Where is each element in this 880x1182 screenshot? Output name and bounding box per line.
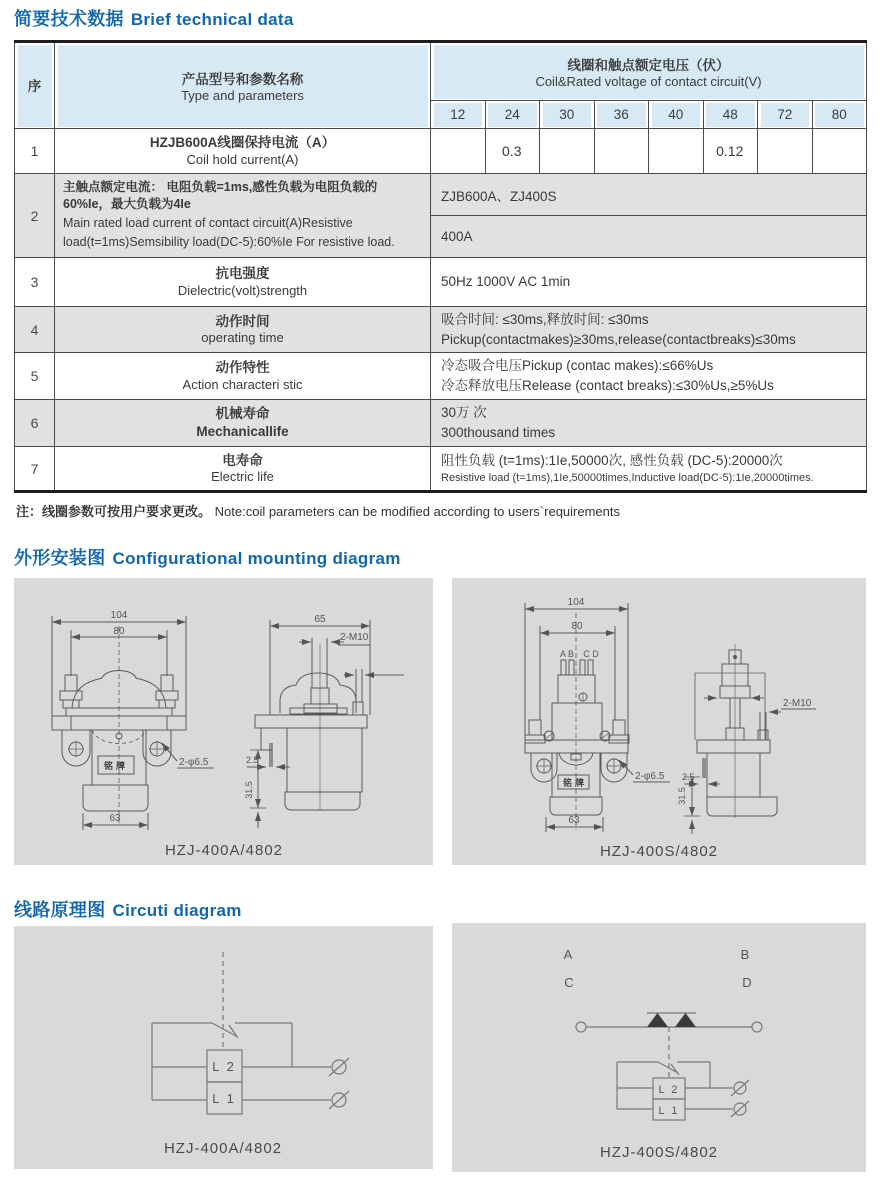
- param-en: operating time: [201, 330, 284, 346]
- header-type: [55, 42, 431, 129]
- seq-cell: 1: [15, 129, 55, 174]
- triac-symbol-left: [647, 1013, 668, 1027]
- terminal-label-d: D: [742, 975, 752, 990]
- param-zh: HZJB600A线圈保持电流（A）: [149, 135, 336, 151]
- section-title-en: Brief technical data: [130, 10, 294, 29]
- nameplate-label: 铭牌: [562, 778, 588, 788]
- dim-label-holes: 2-φ6.5: [635, 771, 665, 782]
- circuit-panel-hzj400s: [452, 923, 866, 1172]
- pin-labels-cd: C D: [583, 649, 599, 659]
- param-en: Mechanicallife: [196, 424, 289, 439]
- value-cell: [758, 129, 813, 174]
- value-line: 300thousand times: [441, 425, 556, 440]
- table-row: [15, 447, 867, 492]
- param-zh: 电寿命: [222, 452, 263, 468]
- value-cell: [431, 258, 867, 307]
- dim-label-holes: 2-φ6.5: [179, 757, 209, 768]
- header-type-en: Type and parameters: [181, 88, 304, 103]
- nameplate-label: 铭牌: [103, 761, 129, 771]
- value-cell: [812, 129, 867, 174]
- param-cell: [55, 174, 431, 258]
- coil-label-l2: L 2: [658, 1084, 680, 1096]
- mounting-drawing-hzj400s: [452, 578, 866, 865]
- dim-label-thread: 2-M10: [783, 698, 812, 709]
- header-seq: [15, 42, 55, 129]
- table-row: [15, 307, 867, 353]
- value-line: Resistive load (t=1ms),1Ie,50000times,Inductive load(DC-5):1Ie,20000times.: [441, 471, 814, 484]
- seq-cell: 3: [15, 258, 55, 307]
- value-cell: [594, 129, 649, 174]
- dim-label-2-5: 2.5: [246, 755, 259, 765]
- param-zh: 动作特性: [215, 360, 270, 376]
- dim-label-104: 104: [110, 610, 128, 621]
- value-line: 30万 次: [441, 405, 487, 421]
- voltage-col: 24: [485, 101, 540, 129]
- value-cell: [431, 307, 867, 353]
- seq-cell: 5: [15, 353, 55, 400]
- value-cell: [431, 129, 486, 174]
- section-title-en: Configurational mounting diagram: [112, 549, 401, 568]
- value-cell: [540, 129, 595, 174]
- param-en: Action characteri stic: [182, 376, 303, 392]
- seq-cell: 4: [15, 307, 55, 353]
- dim-label-63: 63: [568, 815, 580, 826]
- value-line: Pickup(contactmakes)≥30ms,release(contactbreaks)≤30ms: [441, 331, 796, 347]
- pin-labels-ab: A B: [559, 649, 575, 659]
- dim-label-31-5: 31.5: [244, 781, 254, 799]
- param-zh: 机械寿命: [215, 406, 270, 422]
- param-en: Electric life: [211, 469, 274, 485]
- param-zh: 主触点额定电流： 电阻负载=1ms,感性负载为电阻负载的60%Ie，最大负载为4Ie: [63, 179, 378, 212]
- voltage-col: 36: [594, 101, 649, 129]
- table-footnote: [16, 501, 620, 520]
- section-title-en: Circuti diagram: [112, 901, 242, 920]
- circuit-drawing-hzj400a: [14, 926, 433, 1169]
- param-en: Main rated load current of contact circuit(A)Resistive load(t=1ms)Semsibility load(DC-5):60%Ie For resistive load.: [63, 215, 395, 249]
- footnote-zh: 注：线圈参数可按用户要求更改。: [16, 504, 212, 519]
- param-cell: [55, 258, 431, 307]
- drawing-caption: HZJ-400A/4802: [164, 842, 284, 859]
- drawing-caption: HZJ-400S/4802: [599, 843, 719, 860]
- value-cell: [431, 353, 867, 400]
- dim-label-104: 104: [567, 597, 585, 608]
- terminal-label-b: B: [740, 947, 750, 962]
- mounting-panel-hzj400a: [14, 578, 433, 865]
- coil-label-l2: L 2: [212, 1059, 236, 1074]
- section-title-circuit: [14, 896, 242, 922]
- param-cell: [55, 307, 431, 353]
- voltage-col: 12: [431, 101, 486, 129]
- value-line: 吸合时间: ≤30ms,释放时间: ≤30ms: [441, 311, 649, 327]
- spec-table: [14, 40, 867, 493]
- section-title-zh: 简要技术数据: [14, 9, 124, 29]
- table-row: [15, 400, 867, 447]
- coil-label-l1: L 1: [212, 1091, 236, 1106]
- value-cell: [431, 447, 867, 492]
- param-en: Coil hold current(A): [186, 151, 299, 167]
- value-cell: 0.12: [703, 129, 758, 174]
- table-row: [15, 174, 867, 216]
- voltage-col: 40: [649, 101, 704, 129]
- param-zh: 动作时间: [215, 313, 270, 329]
- value-line: 50Hz 1000V AC 1min: [441, 274, 571, 290]
- value-line: 阻性负载 (t=1ms):1Ie,50000次, 感性负载 (DC-5):20000次: [441, 453, 783, 469]
- header-voltage-zh: 线圈和触点额定电压（伏）: [567, 58, 730, 73]
- terminal-label-c: C: [564, 975, 574, 990]
- dim-label-2-5: 2.5: [682, 772, 695, 782]
- dim-label-63: 63: [109, 813, 121, 824]
- dim-label-31-5: 31.5: [677, 787, 687, 805]
- dim-label-65: 65: [314, 614, 326, 625]
- table-row: [15, 258, 867, 307]
- value-cell: [649, 129, 704, 174]
- circuit-panel-hzj400a: [14, 926, 433, 1169]
- section-title-zh: 线路原理图: [14, 900, 106, 920]
- voltage-col: 48: [703, 101, 758, 129]
- value-cell: 400A: [431, 216, 867, 258]
- value-cell: ZJB600A、ZJ400S: [431, 174, 867, 216]
- param-cell: [55, 400, 431, 447]
- terminal-label-a: A: [563, 947, 573, 962]
- value-cell: 0.3: [485, 129, 540, 174]
- seq-cell: 6: [15, 400, 55, 447]
- param-cell: [55, 129, 431, 174]
- section-title-technical-data: [14, 5, 294, 31]
- coil-label-l1: L 1: [658, 1105, 680, 1117]
- param-en: Dielectric(volt)strength: [177, 282, 308, 298]
- param-cell: [55, 447, 431, 492]
- table-row: [15, 353, 867, 400]
- footnote-en: Note:coil parameters can be modified according to users`requirements: [214, 504, 621, 519]
- param-cell: [55, 353, 431, 400]
- dim-label-80: 80: [113, 626, 125, 637]
- value-cell: [431, 400, 867, 447]
- header-voltage-en: Coil&Rated voltage of contact circuit(V): [535, 74, 762, 89]
- section-title-mounting: [14, 544, 401, 570]
- header-type-zh: 产品型号和参数名称: [181, 72, 304, 87]
- section-title-zh: 外形安装图: [14, 548, 106, 568]
- mounting-panel-hzj400s: [452, 578, 866, 865]
- voltage-col: 80: [812, 101, 867, 129]
- triac-symbol-right: [675, 1013, 696, 1027]
- header-seq-label: 序: [27, 79, 42, 94]
- seq-cell: 2: [15, 174, 55, 258]
- value-line: 冷态释放电压Release (contact breaks):≤30%Us,≥5%Us: [441, 378, 774, 393]
- voltage-col: 72: [758, 101, 813, 129]
- circuit-drawing-hzj400s: [452, 923, 866, 1172]
- table-row: [15, 129, 867, 174]
- drawing-caption: HZJ-400A/4802: [163, 1140, 283, 1157]
- drawing-caption: HZJ-400S/4802: [599, 1144, 719, 1161]
- mounting-drawing-hzj400a: [14, 578, 433, 865]
- header-voltage: [431, 42, 867, 101]
- dim-label-80: 80: [571, 621, 583, 632]
- value-line: 冷态吸合电压Pickup (contac makes):≤66%Us: [441, 358, 714, 374]
- seq-cell: 7: [15, 447, 55, 492]
- voltage-col: 30: [540, 101, 595, 129]
- param-zh: 抗电强度: [215, 266, 270, 282]
- dim-label-thread: 2-M10: [340, 632, 369, 643]
